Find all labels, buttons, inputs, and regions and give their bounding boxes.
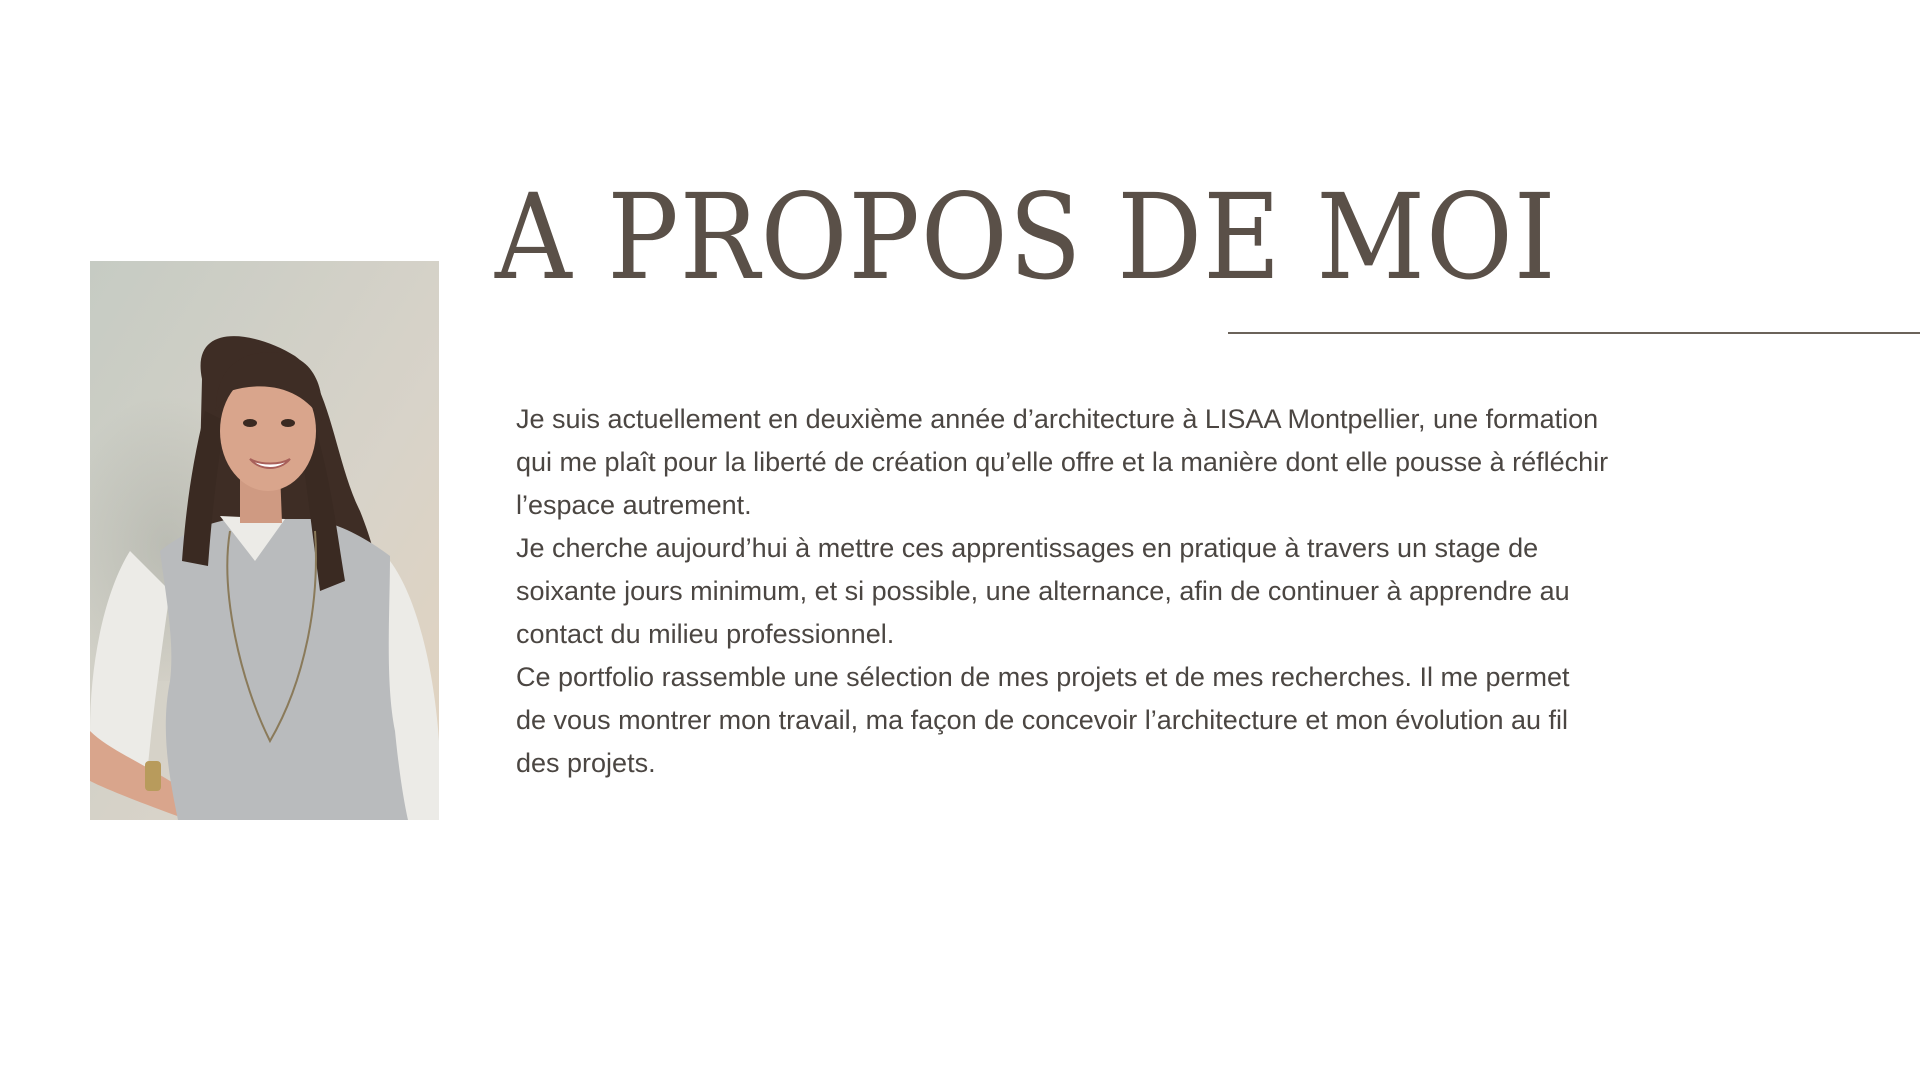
bio-paragraph-3: Ce portfolio rassemble une sélection de mes projets et de mes recherches. Il me permet de vous montrer mon travail, ma façon de concevoir l’architecture et mon évolution au fil des projets. bbox=[516, 662, 1570, 778]
title-underline bbox=[1228, 332, 1920, 334]
portrait-photo bbox=[90, 261, 439, 820]
portrait-illustration bbox=[90, 261, 439, 820]
bio-paragraph-1: Je suis actuellement en deuxième année d’architecture à LISAA Montpellier, une formation qui me plaît pour la liberté de création qu’elle offre et la manière dont elle pousse à réfléchir l’espace autrement. bbox=[516, 404, 1609, 520]
page-title: A PROPOS DE MOI bbox=[495, 168, 1557, 306]
bio-text bbox=[516, 398, 1716, 785]
bio-paragraph-2: Je cherche aujourd’hui à mettre ces apprentissages en pratique à travers un stage de soixante jours minimum, et si possible, une alternance, afin de continuer à apprendre au contact du milieu professionnel. bbox=[516, 533, 1570, 649]
